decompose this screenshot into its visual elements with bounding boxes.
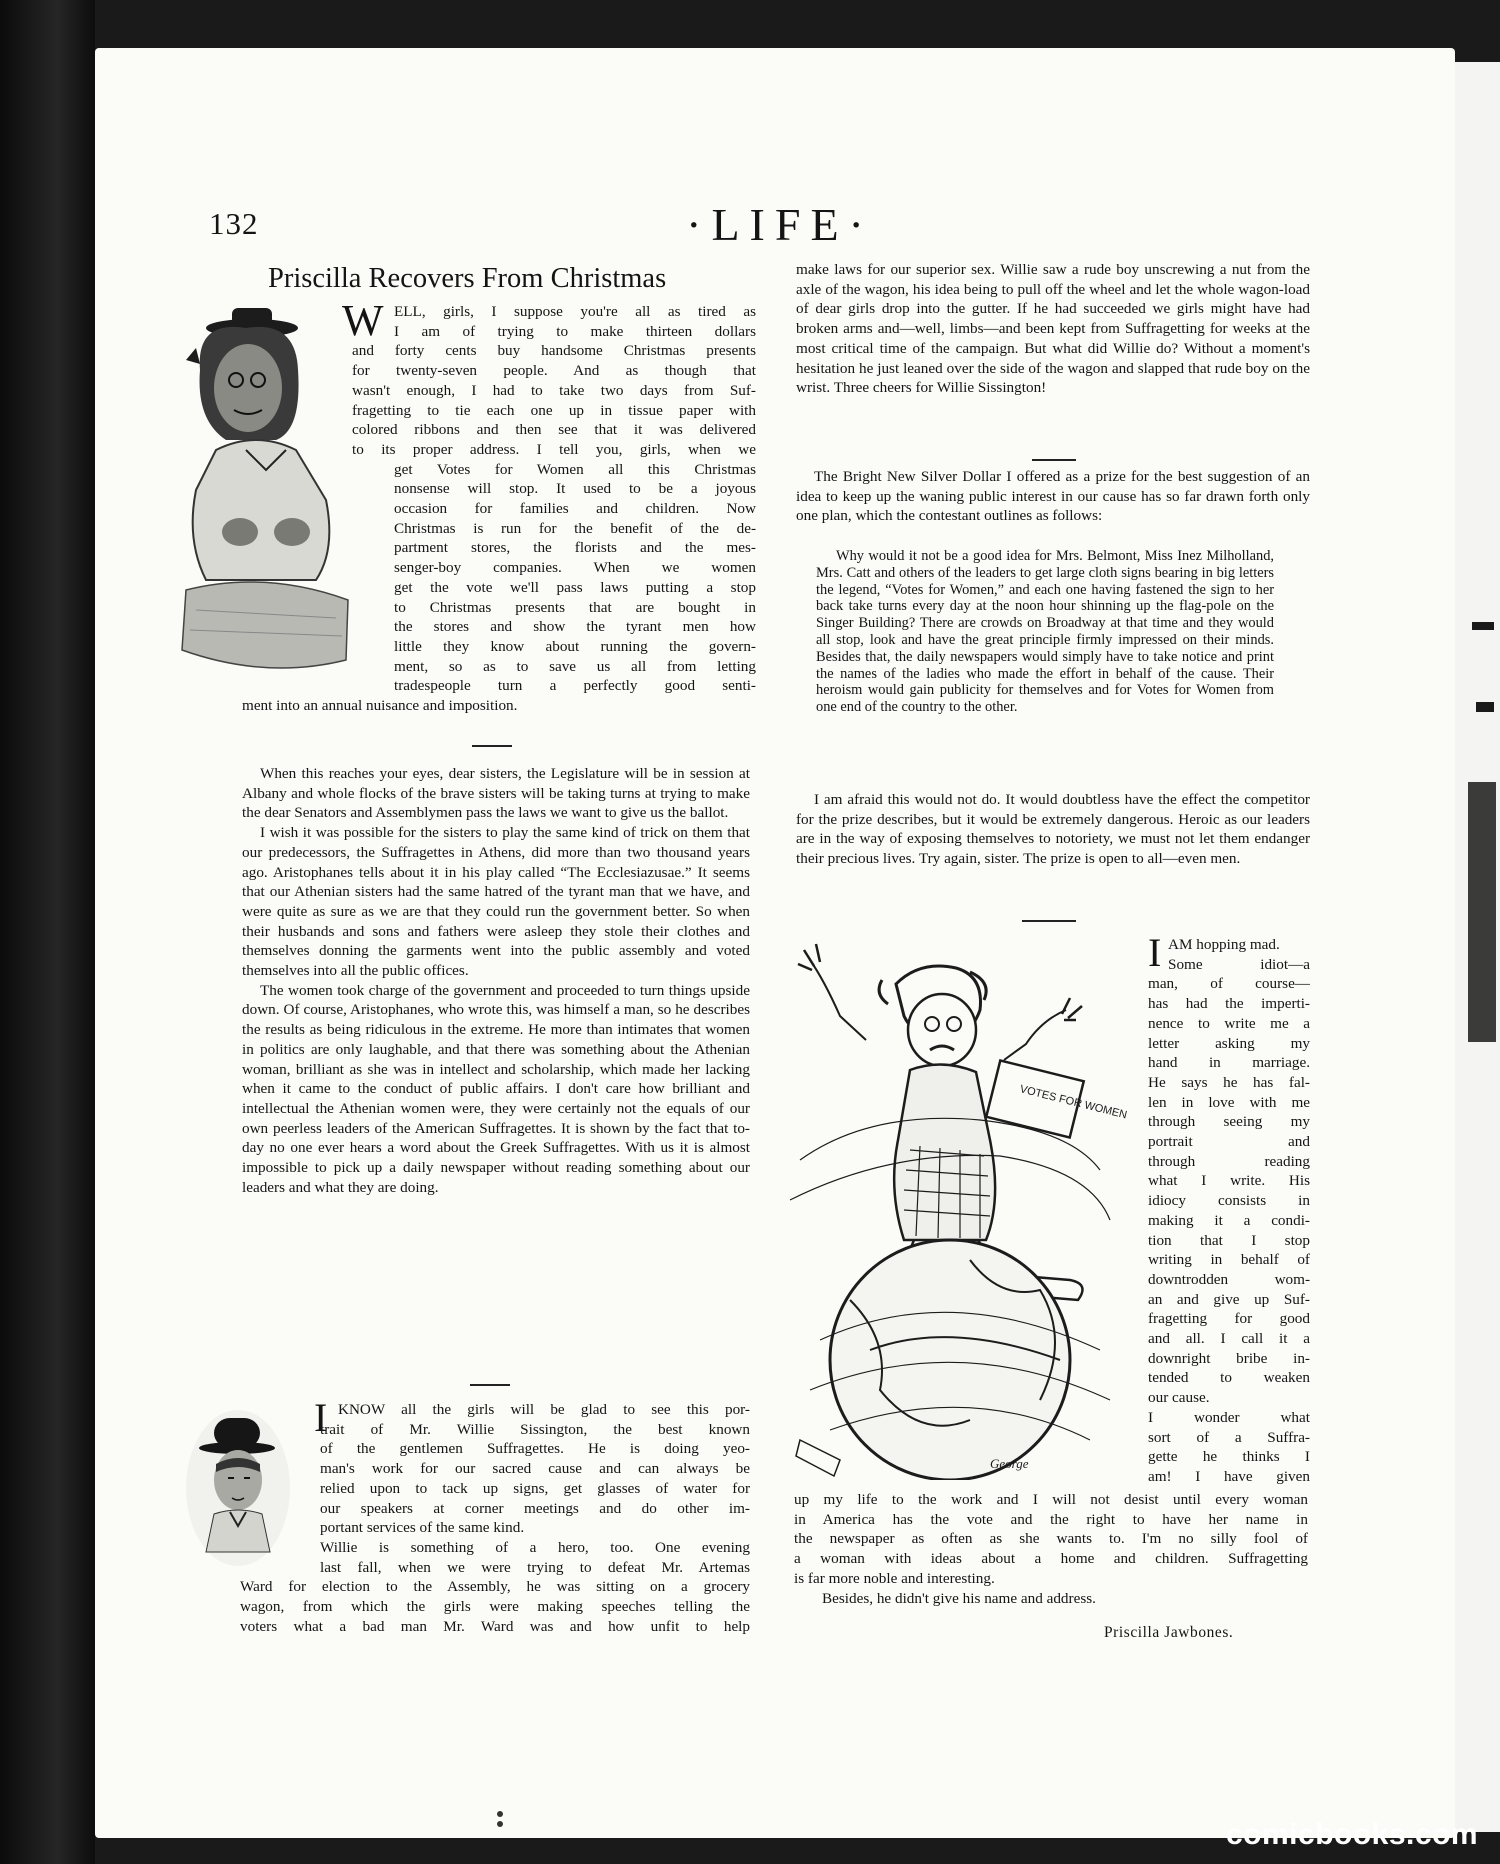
adjacent-page-strip: [1448, 62, 1500, 1832]
text-line: get the vote we'll pass laws putting a stop: [394, 578, 756, 596]
text-line: hand in marriage.: [1148, 1054, 1310, 1072]
text-line: Christmas is run for the benefit of the de-: [394, 519, 756, 537]
suffragette-cartoon: [770, 920, 1140, 1480]
article-title: Priscilla Recovers From Christmas: [268, 263, 667, 294]
text-line: ment into an annual nuisance and imposition.: [242, 697, 518, 715]
text-line: making it a condi-: [1148, 1211, 1310, 1229]
text-line: fragetting for good: [1148, 1310, 1310, 1328]
text-line: letter asking my: [1148, 1034, 1310, 1052]
text-line: get Votes for Women all this Christmas: [394, 460, 756, 478]
text-line: the newspaper as often as she wants to. I'm no silly fool of: [794, 1530, 1308, 1548]
intro-text-block: [242, 296, 756, 716]
text-line: He says he has fal-: [1148, 1073, 1310, 1091]
text-line: and all. I call it a: [1148, 1330, 1310, 1348]
page-artifact-mark: [492, 1808, 508, 1832]
text-line: senger-boy companies. When we women: [394, 559, 756, 577]
section-divider: [470, 1384, 510, 1386]
text-line: KNOW all the girls will be glad to see this por-: [338, 1401, 750, 1418]
masthead: ·LIFE·: [686, 199, 874, 250]
paragraph-government: The women took charge of the government and proceeded to turn things upside down. Of course, Aristophanes, who wrote this, was himself a man, so he describes the results as being ridiculous in the extreme. He more than intimates that women in politics are only laughable, and that there was something about the Athenian woman, brilliant as she was in intellect and scholarship, which made her lacking when it came to the conduct of public affairs. I don't care how brilliant and intellectual the Athenian women were, they were certainly not the equals of our own peerless leaders of the American Suffragettes. It is shown by the fact that to-day no one ever hears a word about the Greek Suffragettes. With us it is almost impossible to pick up a daily newspaper without reading something about our leaders and what they are doing.: [242, 981, 750, 1196]
text-line: man's work for our sacred cause and can always be: [320, 1460, 750, 1478]
text-line: what I write. His: [1148, 1172, 1310, 1190]
text-line: partment stores, the florists and the mes-: [394, 539, 756, 557]
text-line: an and give up Suf-: [1148, 1290, 1310, 1308]
text-line: I am of trying to make thirteen dollars: [394, 322, 756, 340]
author-signature: Priscilla Jawbones.: [1104, 1624, 1234, 1641]
body-column-2: [796, 260, 1310, 398]
cartoon-sign-text: VOTES FOR WOMEN: [1018, 1083, 1129, 1122]
quote-text: Why would it not be a good idea for Mrs. Belmont, Miss Inez Milholland, Mrs. Catt and others of the leaders to get large cloth signs bearing in big letters the legend, “Votes for Women,” and each one having fastened the sign to her back take turns every day at the noon hour shinning up the flag-pole on the Singer Building? There are crowds on Broadway at that time and they would all stop, look and have the great principle firmly impressed on their minds. Besides that, the daily newspapers would simply have to take notice and print the names of the ladies who made the effort in behalf of the cause. Their heroism would gain publicity for themselves and for Votes for Women from one end of the country to the other.: [816, 548, 1274, 716]
text-line: tended to weaken: [1148, 1369, 1310, 1387]
text-line: sort of a Suffra-: [1148, 1428, 1310, 1446]
contestant-quote: [816, 548, 1274, 716]
text-line: Willie is something of a hero, too. One evening: [320, 1538, 750, 1556]
text-line: writing in behalf of: [1148, 1251, 1310, 1269]
text-line: voters what a bad man Mr. Ward was and how unfit to help: [240, 1617, 750, 1635]
text-line: little they know about running the govern-: [394, 637, 756, 655]
text-line: Ward for election to the Assembly, he was sitting on a grocery: [240, 1578, 750, 1596]
text-line: trait of Mr. Willie Sissington, the best known: [320, 1420, 750, 1438]
text-line: downright bribe in-: [1148, 1349, 1310, 1367]
text-line: our cause.: [1148, 1389, 1210, 1407]
text-line: nonsense will stop. It used to be a joyous: [394, 480, 756, 498]
paragraph-afraid: [796, 790, 1310, 869]
text-line: portant services of the same kind.: [320, 1519, 525, 1537]
text-line: tion that I stop: [1148, 1231, 1310, 1249]
willie-portrait: [184, 1402, 292, 1568]
closing-text-block: [794, 1490, 1308, 1608]
text-line: ment, so as to save us all from letting: [394, 657, 756, 675]
text-line: colored ribbons and then see that it was delivered: [352, 421, 756, 439]
text-line: wasn't enough, I had to take two days from Suf-: [352, 381, 756, 399]
text-line: am! I have given: [1148, 1467, 1310, 1485]
text-line: to Christmas presents that are bought in: [394, 598, 756, 616]
text-line: the stores and show the tyrant men how: [394, 618, 756, 636]
body-column-1: [242, 764, 750, 1197]
paragraph-legislature: When this reaches your eyes, dear sisters, the Legislature will be in session at Albany and whole flocks of the brave sisters will be taking turns at trying to make the dear Senators and Assemblymen pass the laws we want to give us the ballot.: [242, 765, 750, 822]
text-line: portrait and: [1148, 1133, 1310, 1151]
text-line: gette he thinks I: [1148, 1448, 1310, 1466]
text-line: tradespeople turn a perfectly good senti-: [394, 677, 756, 695]
text-line: AM hopping mad.: [1168, 936, 1280, 953]
cartoon-artist-signature: George: [990, 1456, 1029, 1471]
afraid-text: I am afraid this would not do. It would doubtless have the effect the competitor for the prize describes, but it would be extremely dangerous. Heroic as our leaders are in the way of exposing themselves to notoriety, we must not let them endanger their precious lives. Try again, sister. The prize is open to all—even men.: [796, 791, 1310, 868]
text-line: has had the imperti-: [1148, 995, 1310, 1013]
silver-dollar-text: The Bright New Silver Dollar I offered as a prize for the best suggestion of an idea to keep up the waning public interest in our cause has so far drawn forth only one plan, which the contestant outlines as follows:: [796, 468, 1310, 525]
paragraph-athens: I wish it was possible for the sisters to play the same kind of trick on them that our predecessors, the Suffragettes in Athens, did more than two thousand years ago. Aristophanes tells about it in his play called “The Ecclesiazusae.” It seems that our Athenian sisters had the same hatred of the tyrant man that we have, and were quite as sure as we are that they could run the government better. So when their husbands and sons and fathers were asleep they stole their clothes and themselves donning the garments went into the public assembly and voted themselves into all the public offices.: [242, 824, 750, 980]
text-line: downtrodden wom-: [1148, 1270, 1310, 1288]
text-line: up my life to the work and I will not desist until every woman: [794, 1491, 1308, 1508]
paragraph-silver-dollar: [796, 467, 1310, 526]
text-line: for twenty-seven people. And as though that: [352, 362, 756, 380]
text-line: in America has the vote and the right to have her name in: [794, 1510, 1308, 1528]
text-line: wagon, from which the girls were making speeches telling the: [240, 1598, 750, 1616]
section-divider: [472, 745, 512, 747]
text-line: Some idiot—a: [1168, 955, 1310, 973]
text-line: of the gentlemen Suffragettes. He is doing yeo-: [320, 1440, 750, 1458]
text-line: to its proper address. I tell you, girls, when we: [352, 440, 756, 458]
watermark: comicbooks.com: [1226, 1818, 1479, 1851]
text-line: man, of course—: [1148, 975, 1310, 993]
text-line: I wonder what: [1148, 1408, 1310, 1426]
text-line: occasion for families and children. Now: [394, 500, 756, 518]
text-line: nence to write me a: [1148, 1014, 1310, 1032]
willie-text-block: [240, 1395, 750, 1636]
text-line: through seeing my: [1148, 1113, 1310, 1131]
text-line: is far more noble and interesting.: [794, 1569, 995, 1587]
text-line: a woman with ideas about a home and children. Suffragetting: [794, 1550, 1308, 1568]
text-line: through reading: [1148, 1152, 1310, 1170]
hopping-drop-cap: I: [1148, 930, 1162, 975]
intro-drop-cap: W: [342, 296, 384, 345]
hopping-text-block: [1148, 930, 1310, 1487]
text-line: our speakers at corner meetings and do other im-: [320, 1499, 750, 1517]
text-line: relied upon to tack up signs, get glasses of water for: [320, 1479, 750, 1497]
text-line: ELL, girls, I suppose you're all as tired as: [394, 303, 756, 320]
text-line: last fall, when we were trying to defeat Mr. Artemas: [320, 1558, 750, 1576]
page-number: 132: [209, 206, 259, 241]
text-line: len in love with me: [1148, 1093, 1310, 1111]
willie-drop-cap: I: [314, 1395, 328, 1440]
text-line: and forty cents buy handsome Christmas presents: [352, 342, 756, 360]
text-line: Besides, he didn't give his name and address.: [822, 1589, 1096, 1607]
section-divider: [1032, 459, 1076, 461]
scan-left-edge: [0, 0, 95, 1864]
text-line: idiocy consists in: [1148, 1192, 1310, 1210]
paragraph-wagon: make laws for our superior sex. Willie saw a rude boy unscrewing a nut from the axle of the wagon, his idea being to pull off the wheel and let the whole wagon-load of dear girls drop into the gutter. If he had succeeded we girls might have had broken arms and—well, limbs—and been kept from Suffragetting for weeks at the most critical time of the campaign. But what did Willie do? Without a moment's hesitation he just leaned over the side of the wagon and slapped that rude boy on the wrist. Three cheers for Willie Sissington!: [796, 261, 1310, 397]
text-line: fragetting to tie each one up in tissue paper with: [352, 401, 756, 419]
